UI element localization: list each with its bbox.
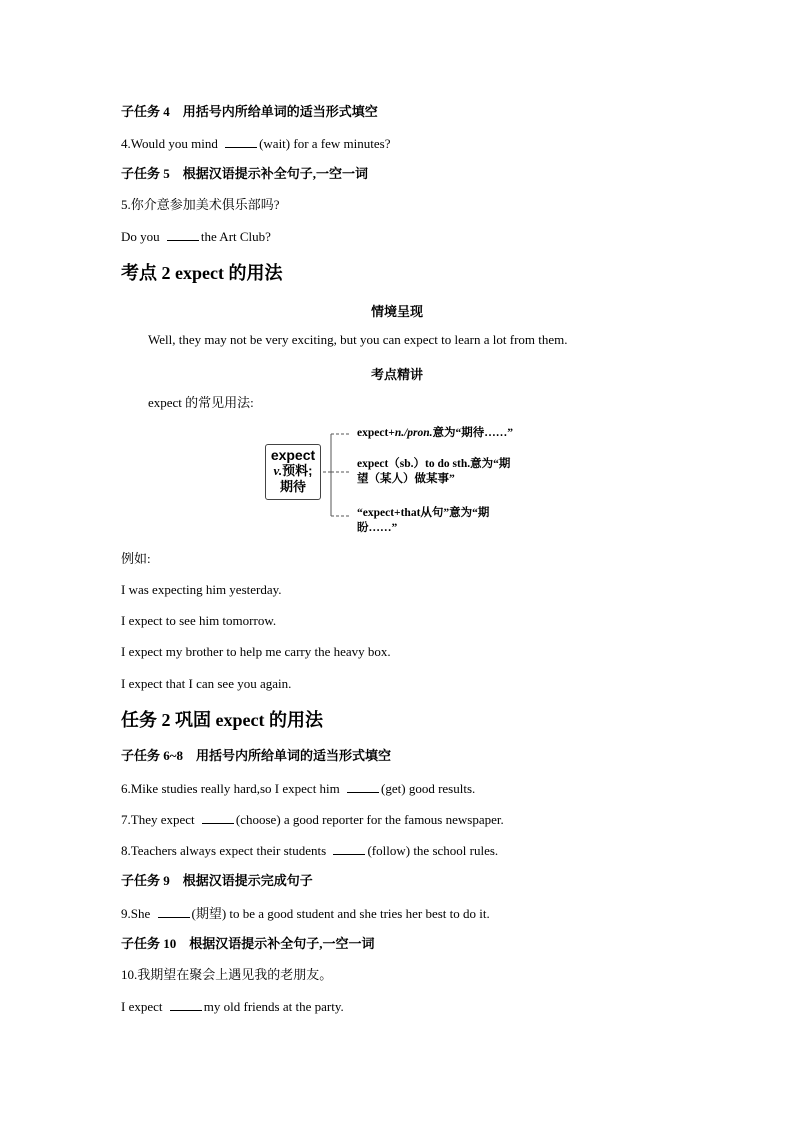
- explanation-title: 考点精讲: [370, 367, 423, 382]
- answer-blank[interactable]: [167, 228, 199, 241]
- answer-blank[interactable]: [202, 811, 234, 824]
- subtask-10-heading: 子任务 10 根据汉语提示补全句子,一空一词: [121, 936, 375, 951]
- question-8-text: 8.Teachers always expect their students: [121, 843, 330, 858]
- branch-2: [357, 457, 510, 487]
- expect-usage-diagram: [263, 420, 553, 540]
- example-4: I expect that I can see you again.: [121, 676, 292, 691]
- scene-title: 情境呈现: [370, 304, 423, 319]
- question-7-rest: (choose) a good reporter for the famous newspaper.: [235, 812, 504, 827]
- branch-1-pre: expect+: [357, 427, 395, 439]
- subtask-4-heading: 子任务 4 用括号内所给单词的适当形式填空: [121, 104, 378, 119]
- scene-sentence: Well, they may not be very exciting, but you can expect to learn a lot from them.: [148, 332, 568, 347]
- meaning-1: 预料;: [282, 463, 313, 478]
- example-2: I expect to see him tomorrow.: [121, 613, 277, 628]
- question-9-rest: (期望) to be a good student and she tries her best to do it.: [191, 906, 490, 921]
- branch-2-line-2: 望（某人）做某事”: [357, 473, 455, 485]
- question-6-rest: (get) good results.: [381, 781, 476, 796]
- usage-intro: expect 的常见用法:: [148, 395, 254, 410]
- answer-blank[interactable]: [225, 135, 257, 148]
- branch-3-line-1: “expect+that从句”意为“期: [357, 507, 490, 519]
- question-10-text: I expect: [121, 999, 166, 1014]
- question-8: [121, 842, 498, 859]
- question-4-text: 4.Would you mind: [121, 136, 222, 151]
- branch-1: [357, 426, 513, 441]
- keyword-meaning-1: [266, 463, 320, 479]
- question-5-rest: the Art Club?: [200, 229, 271, 244]
- question-10-english: [121, 998, 344, 1015]
- branch-1-post: 意为“期待……”: [432, 427, 514, 439]
- question-6: [121, 780, 475, 797]
- section-heading-renwu: 任务 2 巩固 expect 的用法: [121, 710, 323, 730]
- question-4-rest: (wait) for a few minutes?: [259, 136, 391, 151]
- question-9: [121, 905, 490, 922]
- question-7: [121, 811, 504, 828]
- question-5-chinese: 5.你介意参加美术俱乐部吗?: [121, 197, 280, 212]
- question-6-text: 6.Mike studies really hard,so I expect him: [121, 781, 344, 796]
- subtask-6-8-heading: 子任务 6~8 用括号内所给单词的适当形式填空: [121, 748, 392, 763]
- keyword: expect: [270, 447, 316, 463]
- question-9-text: 9.She: [121, 906, 154, 921]
- question-7-text: 7.They expect: [121, 812, 198, 827]
- section-heading-kaodian: 考点 2 expect 的用法: [121, 263, 283, 283]
- branch-3: [357, 506, 489, 536]
- question-5-text: Do you: [121, 229, 163, 244]
- question-10-rest: my old friends at the party.: [203, 999, 344, 1014]
- answer-blank[interactable]: [347, 780, 379, 793]
- question-5-english: [121, 228, 271, 245]
- part-of-speech: v.: [273, 463, 283, 478]
- keyword-meaning-2: 期待: [279, 479, 306, 494]
- question-8-rest: (follow) the school rules.: [367, 843, 499, 858]
- expect-keyword-box: [265, 444, 321, 500]
- branch-1-italic: n./pron.: [394, 427, 433, 439]
- example-label: 例如:: [121, 551, 151, 566]
- branch-3-line-2: 盼……”: [357, 522, 398, 534]
- question-4: [121, 135, 390, 152]
- subtask-9-heading: 子任务 9 根据汉语提示完成句子: [121, 873, 313, 888]
- subtask-5-heading: 子任务 5 根据汉语提示补全句子,一空一词: [121, 166, 369, 181]
- answer-blank[interactable]: [158, 905, 190, 918]
- example-3: I expect my brother to help me carry the heavy box.: [121, 644, 391, 659]
- answer-blank[interactable]: [170, 998, 202, 1011]
- answer-blank[interactable]: [333, 842, 365, 855]
- branch-2-line-1: expect（sb.）to do sth.意为“期: [357, 458, 511, 470]
- question-10-chinese: 10.我期望在聚会上遇见我的老朋友。: [121, 967, 333, 982]
- example-1: I was expecting him yesterday.: [121, 582, 282, 597]
